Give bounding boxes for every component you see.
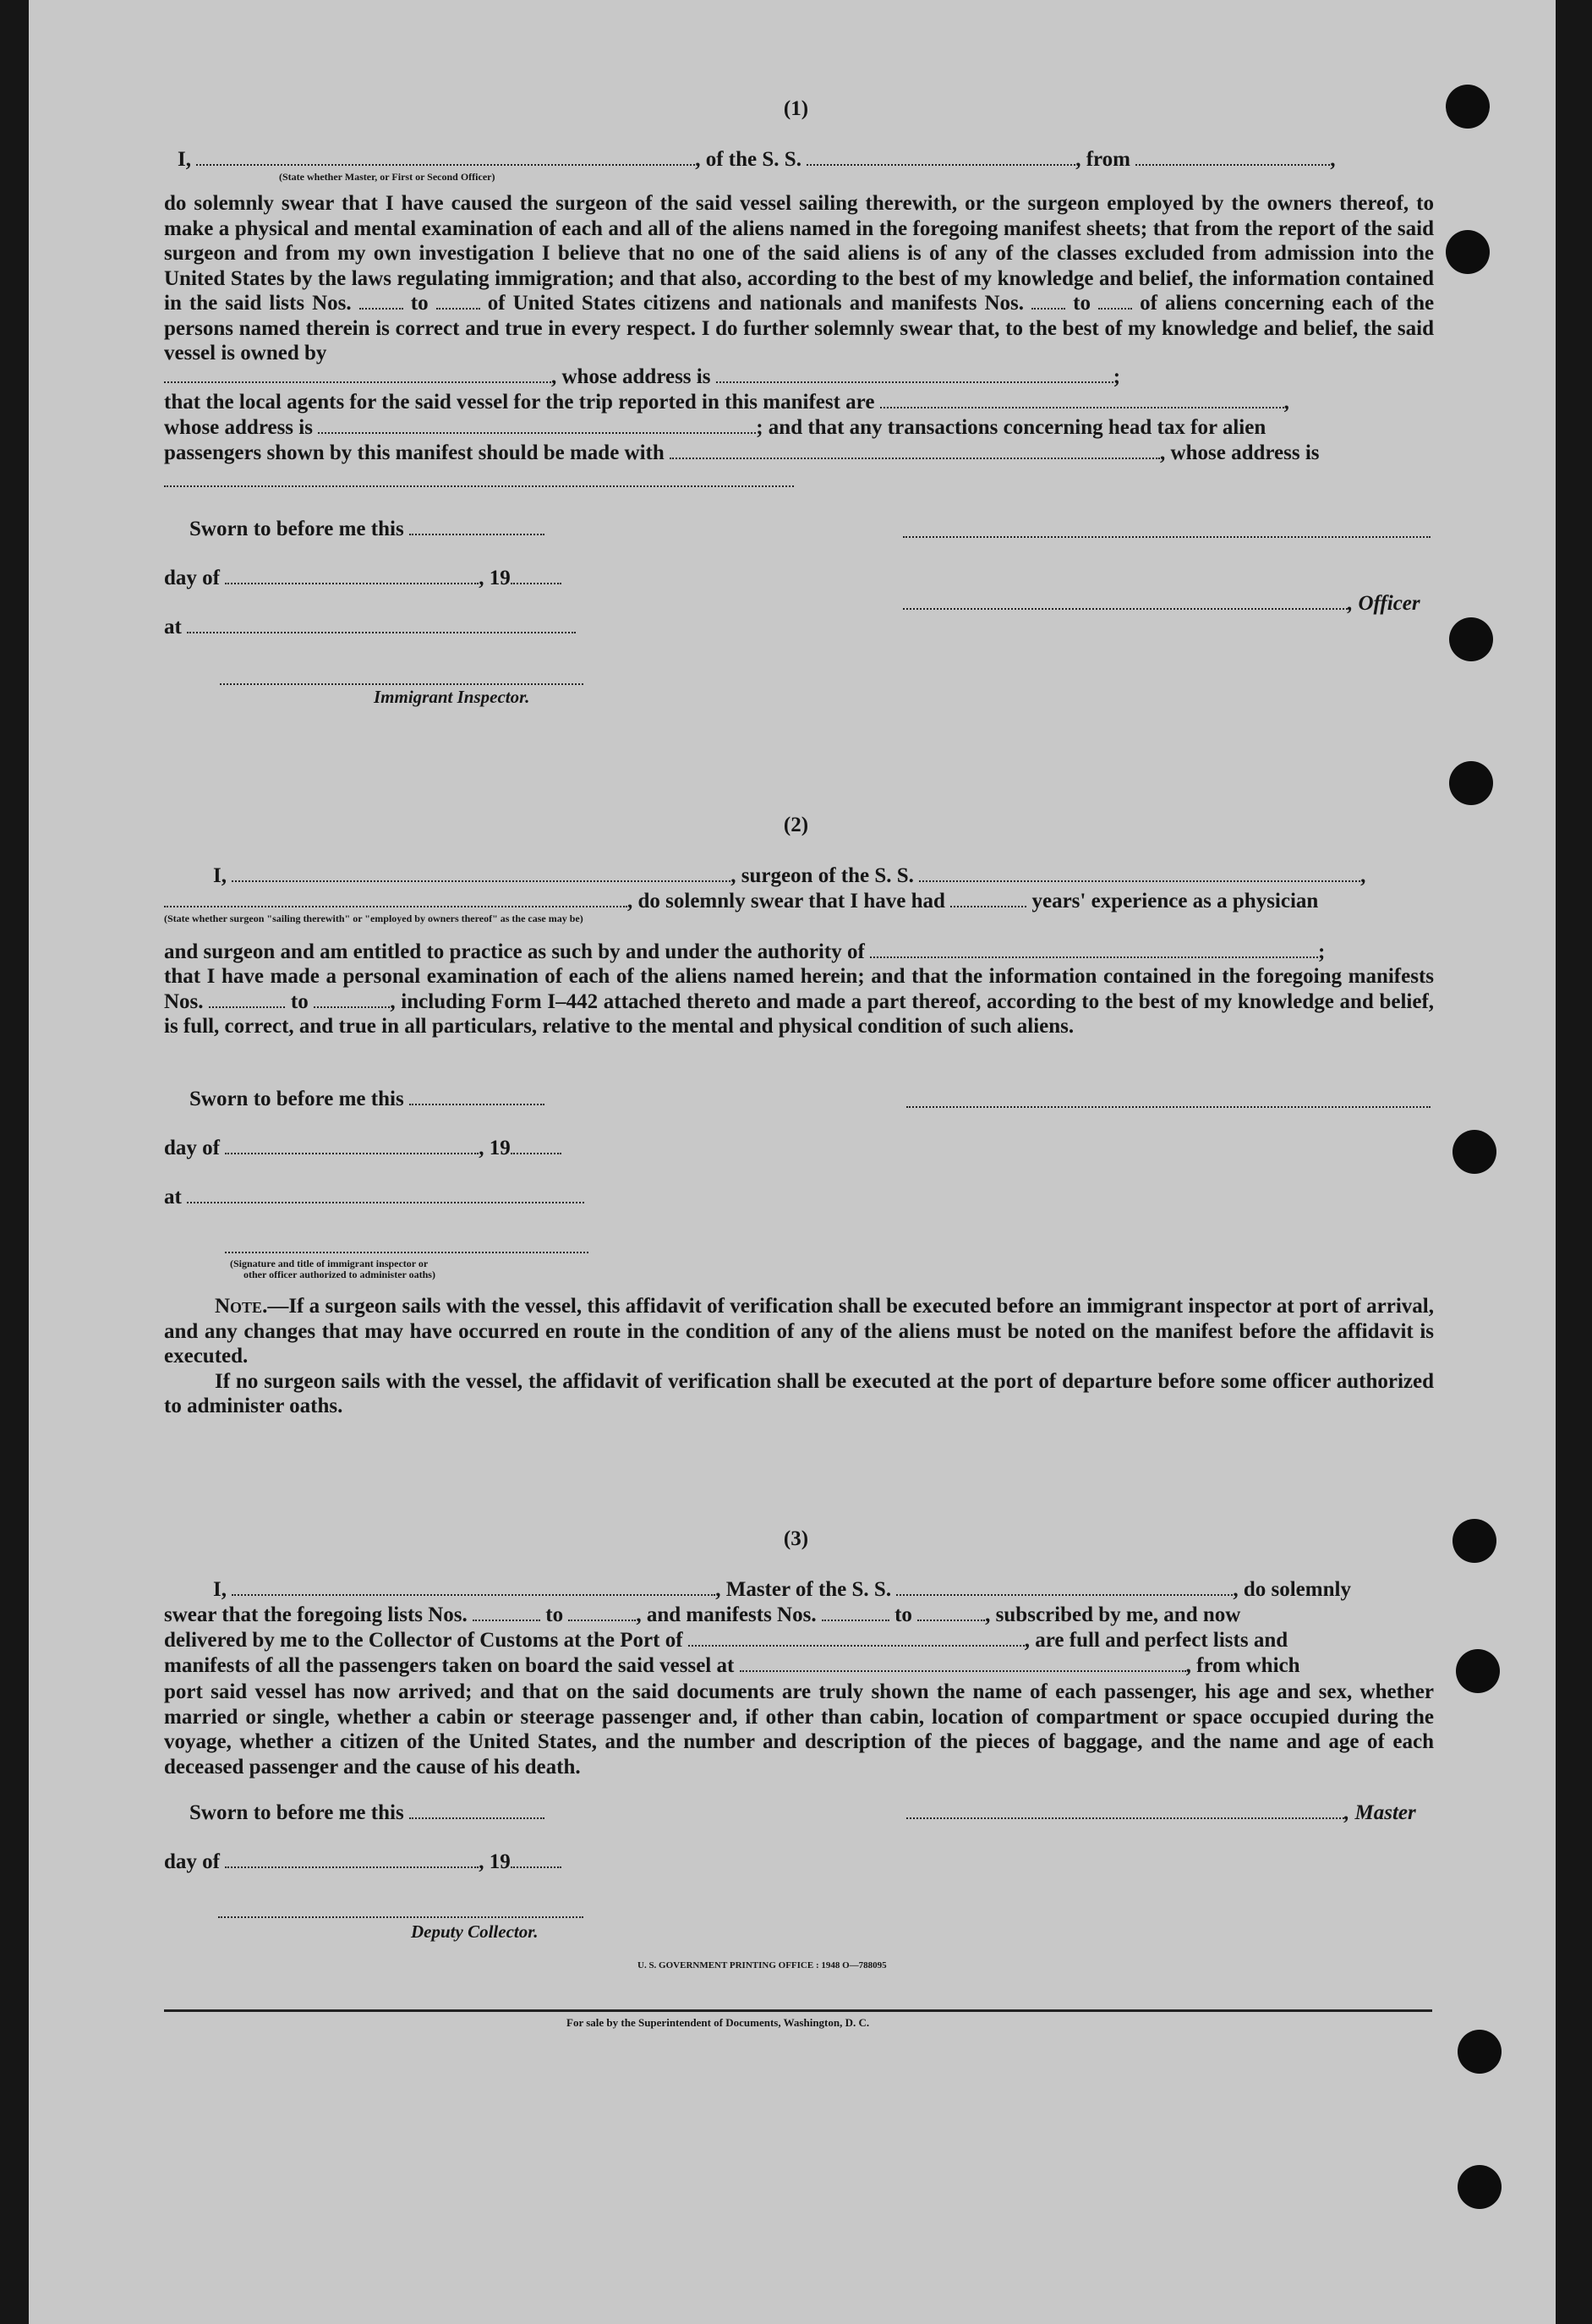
gpo-imprint: U. S. GOVERNMENT PRINTING OFFICE : 1948 O—788095 bbox=[637, 1960, 887, 1970]
section-2-number: (2) bbox=[783, 814, 809, 836]
section-2-note: Note.—If a surgeon sails with the vessel, this affidavit of verification shall be executed before an immigrant inspector at port of arrival, and any changes that may have occurred en route in the condition of any of the aliens must be noted on the manifest before the affidavit is executed. If no surgeon sails with the vessel, the affidavit of verification shall be executed at the port of departure before some officer authorized to administer oaths. bbox=[164, 1295, 1434, 1417]
day-line-3: day of , 19 bbox=[164, 1850, 561, 1874]
authority-line: and surgeon and am entitled to practice as such by and under the authority of ; bbox=[164, 940, 1326, 963]
whose-address-line: whose address is ; and that any transactions concerning head tax for alien bbox=[164, 416, 1266, 439]
signature-title-rule bbox=[225, 1252, 588, 1253]
footer-rule bbox=[164, 2009, 1432, 2012]
owned-by-line: , whose address is ; bbox=[164, 365, 1120, 389]
punch-hole bbox=[1458, 2165, 1502, 2209]
surgeon-experience-line: , do solemnly swear that I have had years' experience as a physician bbox=[164, 890, 1318, 913]
note-label: Note. bbox=[215, 1295, 268, 1318]
section-1-header-line: I, , of the S. S. , from , bbox=[178, 148, 1336, 171]
signature-rule bbox=[903, 536, 1431, 538]
day-line-2: day of , 19 bbox=[164, 1137, 561, 1160]
sworn-line-3: Sworn to before me this bbox=[189, 1801, 544, 1825]
deputy-rule bbox=[218, 1916, 583, 1918]
signature-rule bbox=[906, 1106, 1431, 1108]
section-1-number: (1) bbox=[783, 97, 809, 120]
section-2-body: that I have made a personal examination of each of the aliens named herein; and that the information contained in the foregoing manifests Nos. to , including Form I–442 attached thereto and made a part thereof, according to the best of my knowledge and belief, is full, correct, and true in all particulars, relative to the mental and physical condition of such aliens. bbox=[164, 965, 1435, 1038]
blank-rule bbox=[164, 485, 794, 487]
lists-line: swear that the foregoing lists Nos. to , and manifests Nos. to , subscribed by me, and now bbox=[164, 1603, 1241, 1626]
signature-note-1: (Signature and title of immigrant inspector or bbox=[230, 1258, 429, 1269]
taken-aboard-line: manifests of all the passengers taken on board the said vessel at , from which bbox=[164, 1654, 1300, 1677]
at-line-1: at bbox=[164, 616, 576, 639]
local-agents-line: that the local agents for the said vessel for the trip reported in this manifest are , bbox=[164, 391, 1289, 414]
punch-hole bbox=[1449, 617, 1493, 661]
master-signature-line: , Master bbox=[906, 1801, 1416, 1825]
deputy-collector-label: Deputy Collector. bbox=[411, 1921, 539, 1942]
at-line-2: at bbox=[164, 1186, 584, 1209]
section-3-number: (3) bbox=[783, 1527, 809, 1550]
officer-line: , Officer bbox=[903, 592, 1420, 616]
head-tax-line: passengers shown by this manifest should be made with , whose address is bbox=[164, 441, 1320, 464]
signature-note-2: other officer authorized to administer oaths) bbox=[243, 1269, 435, 1280]
section-2-header-line: I, , surgeon of the S. S. , bbox=[213, 864, 1366, 887]
section-1-body: do solemnly swear that I have caused the surgeon of the said vessel sailing therewith, or the surgeon employed by the owners thereof, to make a physical and mental examination of each and all of the aliens named in the foregoing manifest sheets; that from the report of the said surgeon and from my own investigation I believe that no one of the said aliens is of any of the classes excluded from admission into the United States by the laws regulating immigration; and that also, according to the best of my knowledge and belief, the information contained in the said lists Nos. to of United States citizens and nationals and manifests Nos. to of aliens concerning each of the persons named therein is correct and true in every respect. I do further solemnly swear that, to the best of my knowledge and belief, the said vessel is owned by bbox=[164, 192, 1435, 364]
day-line-1: day of , 19 bbox=[164, 567, 561, 590]
collector-line: delivered by me to the Collector of Customs at the Port of , are full and perfect lists and bbox=[164, 1629, 1288, 1652]
inspector-rule bbox=[220, 683, 583, 685]
section-3-header-line: I, , Master of the S. S. , do solemnly bbox=[213, 1578, 1351, 1601]
punch-hole bbox=[1452, 1130, 1496, 1174]
sworn-line-1: Sworn to before me this bbox=[189, 518, 544, 541]
punch-hole bbox=[1458, 2030, 1502, 2074]
sworn-line-2: Sworn to before me this bbox=[189, 1088, 544, 1111]
punch-hole bbox=[1456, 1649, 1500, 1693]
document-page bbox=[29, 0, 1556, 2324]
note-2: If no surgeon sails with the vessel, the affidavit of verification shall be executed at the port of departure before some officer authorized to administer oaths. bbox=[164, 1369, 1434, 1417]
for-sale-note: For sale by the Superintendent of Documents, Washington, D. C. bbox=[566, 2016, 870, 2029]
surgeon-note: (State whether surgeon "sailing therewith" or "employed by owners thereof" as the case may be) bbox=[164, 913, 583, 924]
punch-hole bbox=[1449, 761, 1493, 805]
punch-hole bbox=[1446, 230, 1490, 274]
master-note: (State whether Master, or First or Second Officer) bbox=[279, 171, 495, 183]
immigrant-inspector-label: Immigrant Inspector. bbox=[374, 687, 530, 707]
section-3-body: port said vessel has now arrived; and that on the said documents are truly shown the name of each passenger, his age and sex, whether married or single, whether a cabin or steerage passenger and, if other than cabin, location of compartment or space occupied during the voyage, whether a citizen of the United States, and the number and description of the pieces of baggage, and the name and age of each deceased passenger and the cause of his death. bbox=[164, 1680, 1434, 1779]
